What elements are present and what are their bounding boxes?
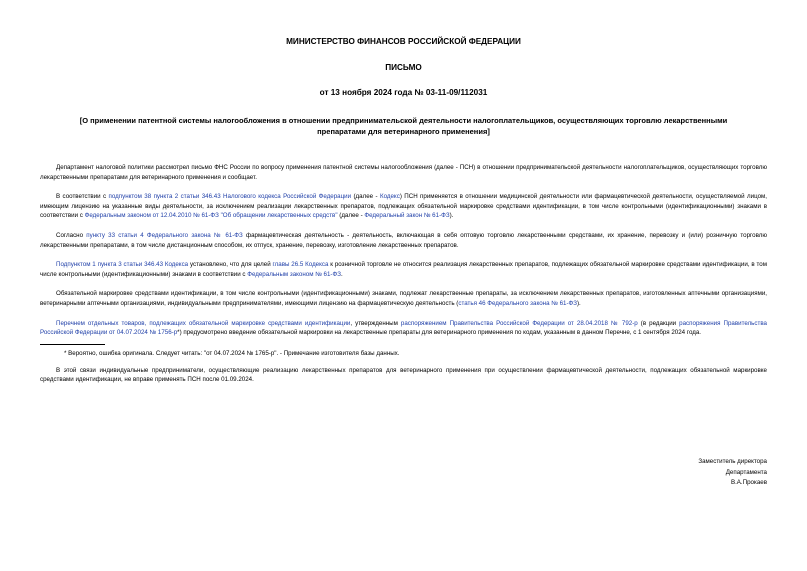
document-date: от 13 ноября 2024 года № 03-11-09/112031 [319, 88, 488, 97]
signature-name: В.А.Прокаев [730, 479, 767, 487]
link-article-4-point-33[interactable]: пункту 33 статьи 4 Федерального закона № 61-ФЗ [86, 231, 243, 239]
text-run: фармацевтическая деятельность - деятельность, включающая в себя оптовую торговлю лекарственными средствами, их хранение, перевозку и (или) розничную торговлю лекарственными препаратами, в том числе дистанционным способом, их отпуск, хранение, перевозку, изготовление лекарственных препаратов. [40, 231, 767, 249]
text-run: . [340, 270, 343, 278]
footnote-divider [40, 344, 105, 345]
text-run: ) ПСН применяется в отношении медицинской деятельности или фармацевтической деятельности, осуществляемой лицом, имеющим лицензию на указанные виды деятельности, за исключением реализации лекарственных препаратов, подлежащих обязательной маркировке средствами идентификации, в том числе контрольными (идентификационными) знаками в соответствии с [40, 193, 767, 220]
text-run: *) предусмотрено введение обязательной маркировки на лекарственные препараты для ветеринарного применения по кодам, указанным в данном Перечне, с 1 сентября 2024 года. [177, 329, 702, 337]
text-run: , утвержденным [350, 319, 401, 327]
paragraph-text: Департамент налоговой политики рассмотрел письмо ФНС России по вопросу применения патентной системы налогообложения (далее - ПСН) в отношении предпринимательской деятельности налогоплательщиков, осуществляющих торговлю лекарственными препаратами для ветеринарного применения и сообщает. [40, 164, 767, 181]
text-run: Согласно [56, 231, 87, 239]
link-federal-law-61-short[interactable]: Федеральный закон № 61-ФЗ [364, 212, 450, 220]
text-run: (далее - [351, 193, 380, 201]
footnote: * Вероятно, ошибка оригинала. Следует читать: "от 04.07.2024 № 1765-р". - Примечание изготовителя базы данных. [64, 349, 400, 357]
text-run: (далее - [337, 212, 365, 220]
signature-block [698, 457, 767, 489]
paragraph-intro [40, 163, 767, 182]
paragraph-goods-list [40, 319, 767, 338]
link-code[interactable]: Кодекс [379, 193, 400, 201]
paragraph-pharma-definition [40, 231, 767, 250]
link-federal-law-61-b[interactable]: Федеральным законом № 61-ФЗ [247, 270, 341, 278]
text-run: В соответствии с [56, 193, 109, 201]
text-run: ). [449, 212, 454, 220]
text-run: (в редакции [637, 319, 680, 327]
link-article-346-43-point-3[interactable]: Подпунктом 1 пункта 3 статьи 346.43 Кодекса [56, 261, 189, 269]
link-chapter-26-5[interactable]: главы 26.5 Кодекса [272, 261, 329, 269]
text-run: ). [577, 299, 581, 307]
text-run: установлено, что для целей [188, 261, 273, 269]
text-run: Обязательной маркировке средствами идентификации, в том числе контрольными (идентификационными) знаками, подлежат лекарственные препараты, за исключением лекарственных препаратов, изготовленных аптечными организациями, ветеринарными аптечными организациями, индивидуальными предпринимателями, имеющими лицензию на фармацевтическую деятельность ( [40, 290, 767, 307]
signature-position: Заместитель директора [698, 458, 767, 465]
document-subject: [О применении патентной системы налогообложения в отношении предпринимательской деятельности налогоплательщиков, осуществляющих торговлю лекарственными препаратами для ветеринарного применения] [79, 116, 728, 136]
ministry-title: МИНИСТЕРСТВО ФИНАНСОВ РОССИЙСКОЙ ФЕДЕРАЦИИ [286, 37, 521, 46]
paragraph-retail-exclusion [40, 260, 767, 279]
signature-department: Департамента [725, 468, 767, 476]
link-federal-law-61[interactable]: Федеральным законом от 12.04.2010 № 61-ФЗ "Об обращении лекарственных средств" [84, 212, 338, 220]
text-run: к розничной торговле не относится реализация лекарственных препаратов, подлежащих обязательной маркировке средствами идентификации, в том числе контрольными (идентификационными) знаками в соответствии с [40, 261, 767, 278]
link-tax-code-article[interactable]: подпунктом 38 пункта 2 статьи 346.43 Налогового кодекса Российской Федерации [108, 193, 352, 201]
paragraph-mandatory-marking [40, 289, 767, 308]
document-kind: ПИСЬМО [385, 63, 422, 72]
link-goods-list[interactable]: Перечнем отдельных товаров, подлежащих обязательной маркировке средствами идентификации [56, 319, 351, 327]
link-order-1756[interactable]: распоряжения Правительства Российской Федерации от 04.07.2024 № 1756-р [40, 319, 767, 337]
paragraph-text: В этой связи индивидуальные предприниматели, осуществляющие реализацию лекарственных препаратов для ветеринарного применения при осуществлении фармацевтической деятельности, подлежащих обязательной маркировке средствами идентификации, не вправе применять ПСН после 01.09.2024. [40, 366, 767, 384]
paragraph-conclusion [40, 366, 767, 385]
paragraph-code-reference [40, 192, 767, 221]
link-order-792[interactable]: распоряжением Правительства Российской Федерации от 28.04.2018 № 792-р [400, 319, 638, 327]
link-article-46[interactable]: статья 46 Федерального закона № 61-ФЗ [458, 299, 577, 307]
